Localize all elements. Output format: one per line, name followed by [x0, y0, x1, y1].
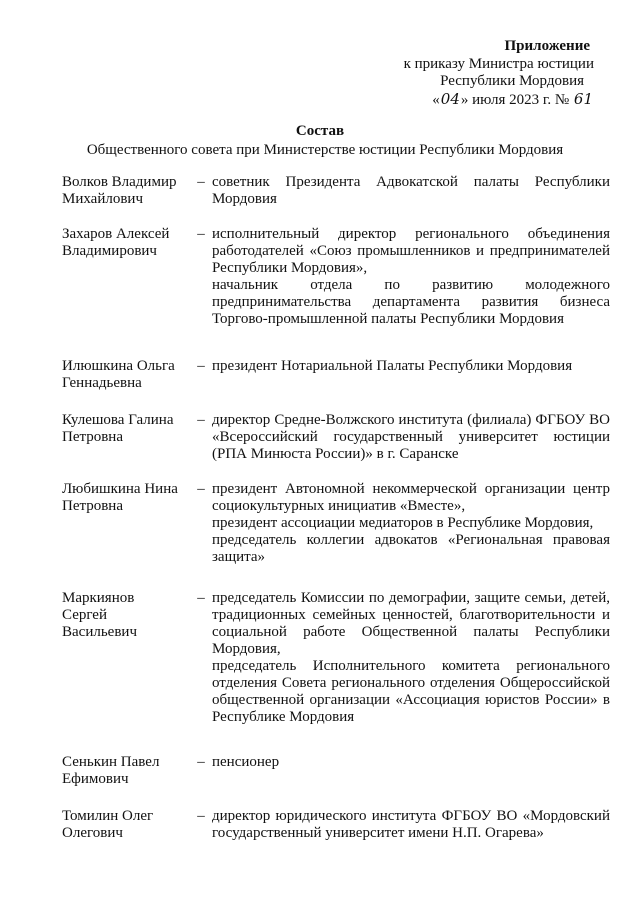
appendix-republic-line: Республики Мордовия	[440, 73, 584, 89]
member-row-markiyanov	[62, 590, 610, 726]
member-description: президент Автономной некоммерческой организации центр социокультурных инициатив «Вместе», президент ассоциации медиаторов в Республике Мордовия, председатель коллегии адвокатов «Региональная правовая защита»	[212, 481, 610, 565]
member-name: Кулешова Галина Петровна	[62, 412, 174, 445]
member-row-zakharov	[62, 226, 610, 328]
order-number-handwritten: 61	[573, 89, 593, 108]
member-row-senkin	[62, 754, 610, 788]
member-dash: –	[197, 754, 205, 770]
member-dash: –	[197, 174, 205, 190]
member-name: Захаров Алексей Владимирович	[62, 226, 170, 259]
member-name: Любишкина Нина Петровна	[62, 481, 178, 514]
member-description: президент Нотариальной Палаты Республики Мордовия	[212, 358, 573, 374]
member-row-ilyushkina	[62, 358, 610, 392]
date-prefix: «	[432, 91, 440, 108]
document-subtitle: Общественного совета при Министерстве юстиции Республики Мордовия	[86, 142, 564, 158]
member-row-tomilin	[62, 808, 610, 842]
member-name: Маркиянов Сергей Васильевич	[62, 590, 137, 640]
member-dash: –	[197, 226, 205, 242]
appendix-title: Приложение	[504, 38, 590, 54]
member-name: Сенькин Павел Ефимович	[62, 754, 160, 787]
member-row-kuleshova	[62, 412, 610, 463]
member-description: председатель Комиссии по демографии, защите семьи, детей, традиционных семейных ценностей, благотворительности и социальной работе Общественной палаты Республики Мордовия, председатель Исполнительного комитета регионального отделения Совета регионального отделения Общероссийской общественной организации «Ассоциация юристов России» в Республике Мордовия	[212, 590, 610, 725]
member-name: Томилин Олег Олегович	[62, 808, 154, 841]
appendix-block	[404, 38, 594, 109]
member-description: пенсионер	[212, 754, 280, 770]
member-dash: –	[197, 481, 205, 497]
member-description: директор Средне-Волжского института (филиала) ФГБОУ ВО «Всероссийский государственный университет юстиции (РПА Минюста России)» в г. Саранске	[212, 412, 610, 462]
document-heading	[0, 122, 640, 160]
member-description: директор юридического института ФГБОУ ВО «Мордовский государственный университет имени Н.П. Огарева»	[212, 808, 610, 841]
member-name: Волков Владимир Михайлович	[62, 174, 177, 207]
date-day-handwritten: 04	[440, 89, 460, 108]
member-description: исполнительный директор регионального объединения работодателей «Союз промышленников и предпринимателей Республики Мордовия», начальник отдела по развитию молодежного предпринимательства департамента развития бизнеса Торгово-промышленной палаты Республики Мордовия	[212, 226, 610, 327]
member-row-lyubishkina	[62, 481, 610, 566]
member-dash: –	[197, 412, 205, 428]
member-dash: –	[197, 808, 205, 824]
date-middle: » июля 2023 г. №	[460, 91, 570, 108]
appendix-order-line: к приказу Министра юстиции	[403, 55, 594, 72]
appendix-date-line	[404, 91, 594, 110]
document-title: Состав	[295, 123, 345, 139]
member-name: Илюшкина Ольга Геннадьевна	[62, 358, 175, 391]
member-row-volkov	[62, 174, 610, 208]
members-list	[62, 174, 610, 842]
member-dash: –	[197, 590, 205, 606]
member-dash: –	[197, 358, 205, 374]
member-description: советник Президента Адвокатской палаты Республики Мордовия	[212, 174, 610, 207]
